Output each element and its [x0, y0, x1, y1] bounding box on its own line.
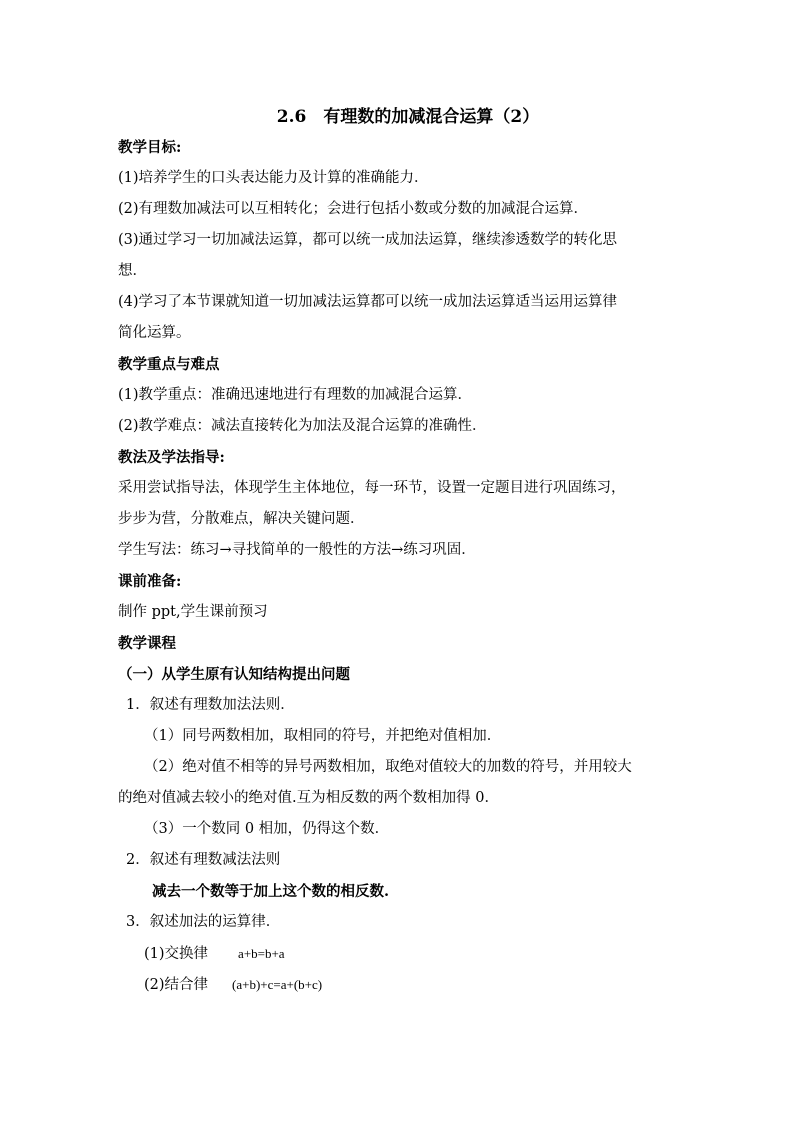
law-commutative [118, 938, 678, 969]
law-formula: a+b=b+a [238, 946, 285, 961]
methods-student: 学生写法：练习→寻找简单的一般性的方法→练习巩固． [118, 542, 476, 558]
question-2: 2．叙述有理数减法法则 [126, 852, 281, 868]
section-heading: （一）从学生原有认知结构提出问题 [118, 666, 350, 683]
key-points-heading: 教学重点与难点 [118, 356, 220, 373]
law-label: (2)结合律 [144, 977, 209, 993]
law-formula: (a+b)+c=a+(b+c) [232, 977, 323, 992]
methods-paragraph-continuation: 步步为营，分散难点，解决关键问题． [118, 511, 365, 527]
addition-rule: （2）绝对值不相等的异号两数相加，取绝对值较大的加数的符号，并用较大 [144, 759, 632, 775]
subtraction-rule: 减去一个数等于加上这个数的相反数. [152, 883, 390, 900]
addition-rule-continuation: 的绝对值减去较小的绝对值.互为相反数的两个数相加得 0． [118, 790, 499, 806]
key-point-item: (1)教学重点：准确迅速地进行有理数的加减混合运算． [118, 387, 473, 403]
preparation-heading: 课前准备: [118, 573, 182, 590]
question-1: 1．叙述有理数加法法则． [126, 697, 295, 713]
objective-item-continuation: 简化运算。 [118, 325, 191, 341]
law-label: (1)交换律 [144, 946, 209, 962]
key-point-item: (2)教学难点：减法直接转化为加法及混合运算的准确性． [118, 418, 487, 434]
addition-rule: （3）一个数同 0 相加，仍得这个数． [144, 821, 390, 837]
law-associative [118, 969, 678, 1000]
methods-paragraph: 采用尝试指导法，体现学生主体地位，每一环节，设置一定题目进行巩固练习， [118, 480, 626, 496]
document-page [118, 102, 678, 1000]
objective-item-continuation: 想． [118, 263, 147, 279]
document-title: 2.6 有理数的加减混合运算（2） [276, 107, 540, 127]
addition-rule: （1）同号两数相加，取相同的符号，并把绝对值相加． [144, 728, 502, 744]
methods-heading: 教法及学法指导: [118, 449, 225, 466]
objective-item: (4)学习了本节课就知道一切加减法运算都可以统一成加法运算适当运用运算律 [118, 294, 618, 310]
objectives-heading: 教学目标: [118, 139, 182, 156]
question-3: 3．叙述加法的运算律． [126, 914, 281, 930]
process-heading: 教学课程 [118, 635, 176, 652]
objective-item: (3)通过学习一切加减法运算，都可以统一成加法运算，继续渗透数学的转化思 [118, 232, 618, 248]
objective-item: (2)有理数加减法可以互相转化；会进行包括小数或分数的加减混合运算． [118, 201, 589, 217]
objective-item: (1)培养学生的口头表达能力及计算的准确能力． [118, 170, 429, 186]
preparation-text: 制作 ppt,学生课前预习 [118, 604, 268, 620]
